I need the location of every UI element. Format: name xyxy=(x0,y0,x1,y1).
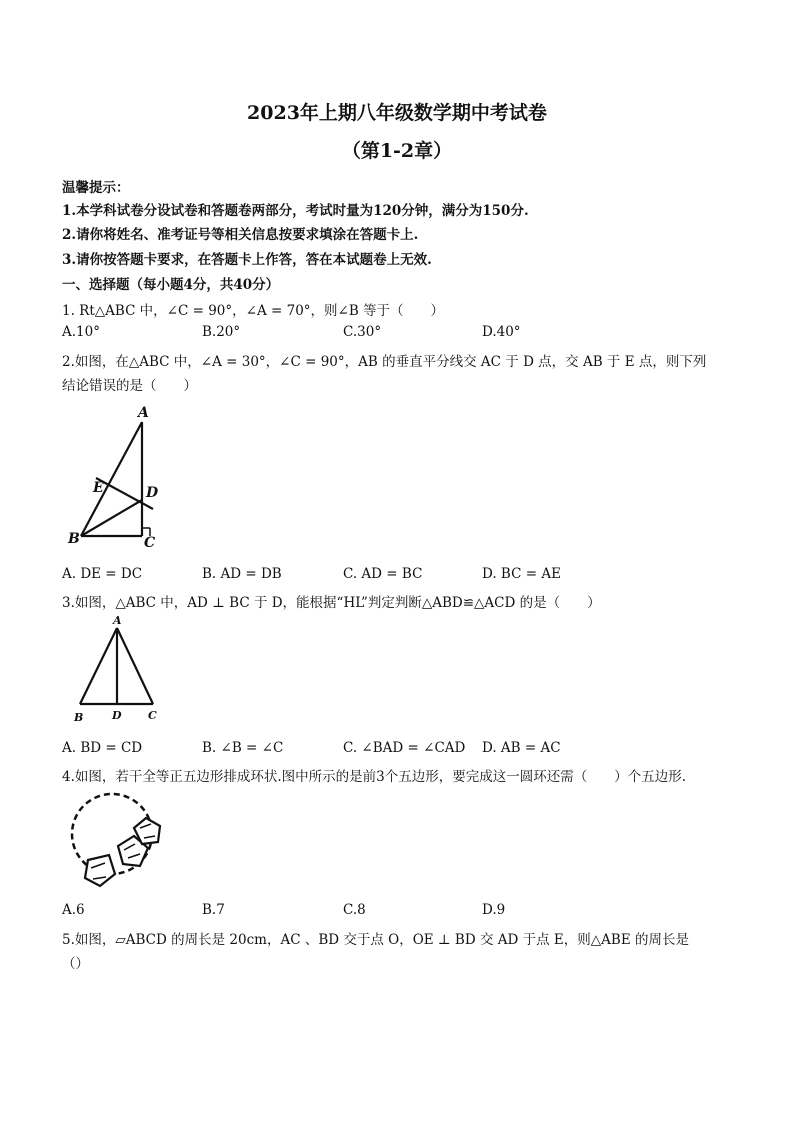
question-1-option-b[interactable]: B.20° xyxy=(202,324,241,340)
question-4-option-a[interactable]: A.6 xyxy=(62,902,85,918)
vertex-label-a: A xyxy=(113,614,122,627)
question-3-option-d[interactable]: D. AB = AC xyxy=(482,740,561,756)
question-1-option-c[interactable]: C.30° xyxy=(343,324,382,340)
section-title: 一、选择题（每小题4分，共40分） xyxy=(62,277,280,293)
vertex-label-d: D xyxy=(146,485,159,501)
question-1-stem: 1. Rt△ABC 中，∠C = 90°，∠A = 70°，则∠B 等于（ ） xyxy=(62,303,445,319)
notice-item: 3.请你按答题卡要求，在答题卡上作答，答在本试题卷上无效. xyxy=(62,252,432,268)
question-1-option-a[interactable]: A.10° xyxy=(62,324,100,340)
question-5-stem-line1: 5.如图，▱ABCD 的周长是 20cm，AC 、BD 交于点 O，OE ⊥ BD 交 AD 于点 E，则△ABE 的周长是 xyxy=(62,932,689,948)
question-4-stem: 4.如图，若干全等正五边形排成环状.图中所示的是前3个五边形，要完成这一圆环还需（ ）个五边形. xyxy=(62,769,687,785)
vertex-label-b: B xyxy=(74,711,84,724)
question-3-stem: 3.如图，△ABC 中，AD ⊥ BC 于 D，能根据“HL”判定判断△ABD≌△ACD 的是（ ） xyxy=(62,595,601,611)
question-5-stem-line2: （） xyxy=(62,956,89,972)
question-2-option-c[interactable]: C. AD = BC xyxy=(343,566,423,582)
question-2-figure xyxy=(60,400,180,555)
notice-item: 2.请你将姓名、准考证号等相关信息按要求填涂在答题卡上. xyxy=(62,227,419,243)
exam-title: 2023年上期八年级数学期中考试卷 xyxy=(247,102,547,124)
question-4-figure xyxy=(60,788,170,893)
vertex-label-c: C xyxy=(144,535,156,551)
question-4-option-d[interactable]: D.9 xyxy=(482,902,506,918)
question-4-option-c[interactable]: C.8 xyxy=(343,902,366,918)
notice-heading: 温馨提示： xyxy=(62,180,130,196)
vertex-label-c: C xyxy=(148,709,157,722)
notice-item: 1.本学科试卷分设试卷和答题卷两部分，考试时量为120分钟，满分为150分. xyxy=(62,203,529,219)
question-2-stem-line2: 结论错误的是（ ） xyxy=(62,378,197,394)
question-2-stem-line1: 2.如图，在△ABC 中，∠A = 30°，∠C = 90°，AB 的垂直平分线交 AC 于 D 点，交 AB 于 E 点，则下列 xyxy=(62,354,707,370)
question-3-option-c[interactable]: C. ∠BAD = ∠CAD xyxy=(343,740,466,756)
vertex-label-b: B xyxy=(68,531,80,547)
question-2-option-a[interactable]: A. DE = DC xyxy=(62,566,143,582)
question-3-option-b[interactable]: B. ∠B = ∠C xyxy=(202,740,284,756)
question-1-option-d[interactable]: D.40° xyxy=(482,324,521,340)
vertex-label-e: E xyxy=(93,480,104,496)
question-3-option-a[interactable]: A. BD = CD xyxy=(62,740,143,756)
vertex-label-d: D xyxy=(112,709,122,722)
question-3-figure xyxy=(64,612,174,728)
exam-subtitle: （第1-2章） xyxy=(341,140,453,162)
vertex-label-a: A xyxy=(138,405,149,421)
question-2-option-d[interactable]: D. BC = AE xyxy=(482,566,561,582)
question-2-option-b[interactable]: B. AD = DB xyxy=(202,566,282,582)
question-4-option-b[interactable]: B.7 xyxy=(202,902,225,918)
